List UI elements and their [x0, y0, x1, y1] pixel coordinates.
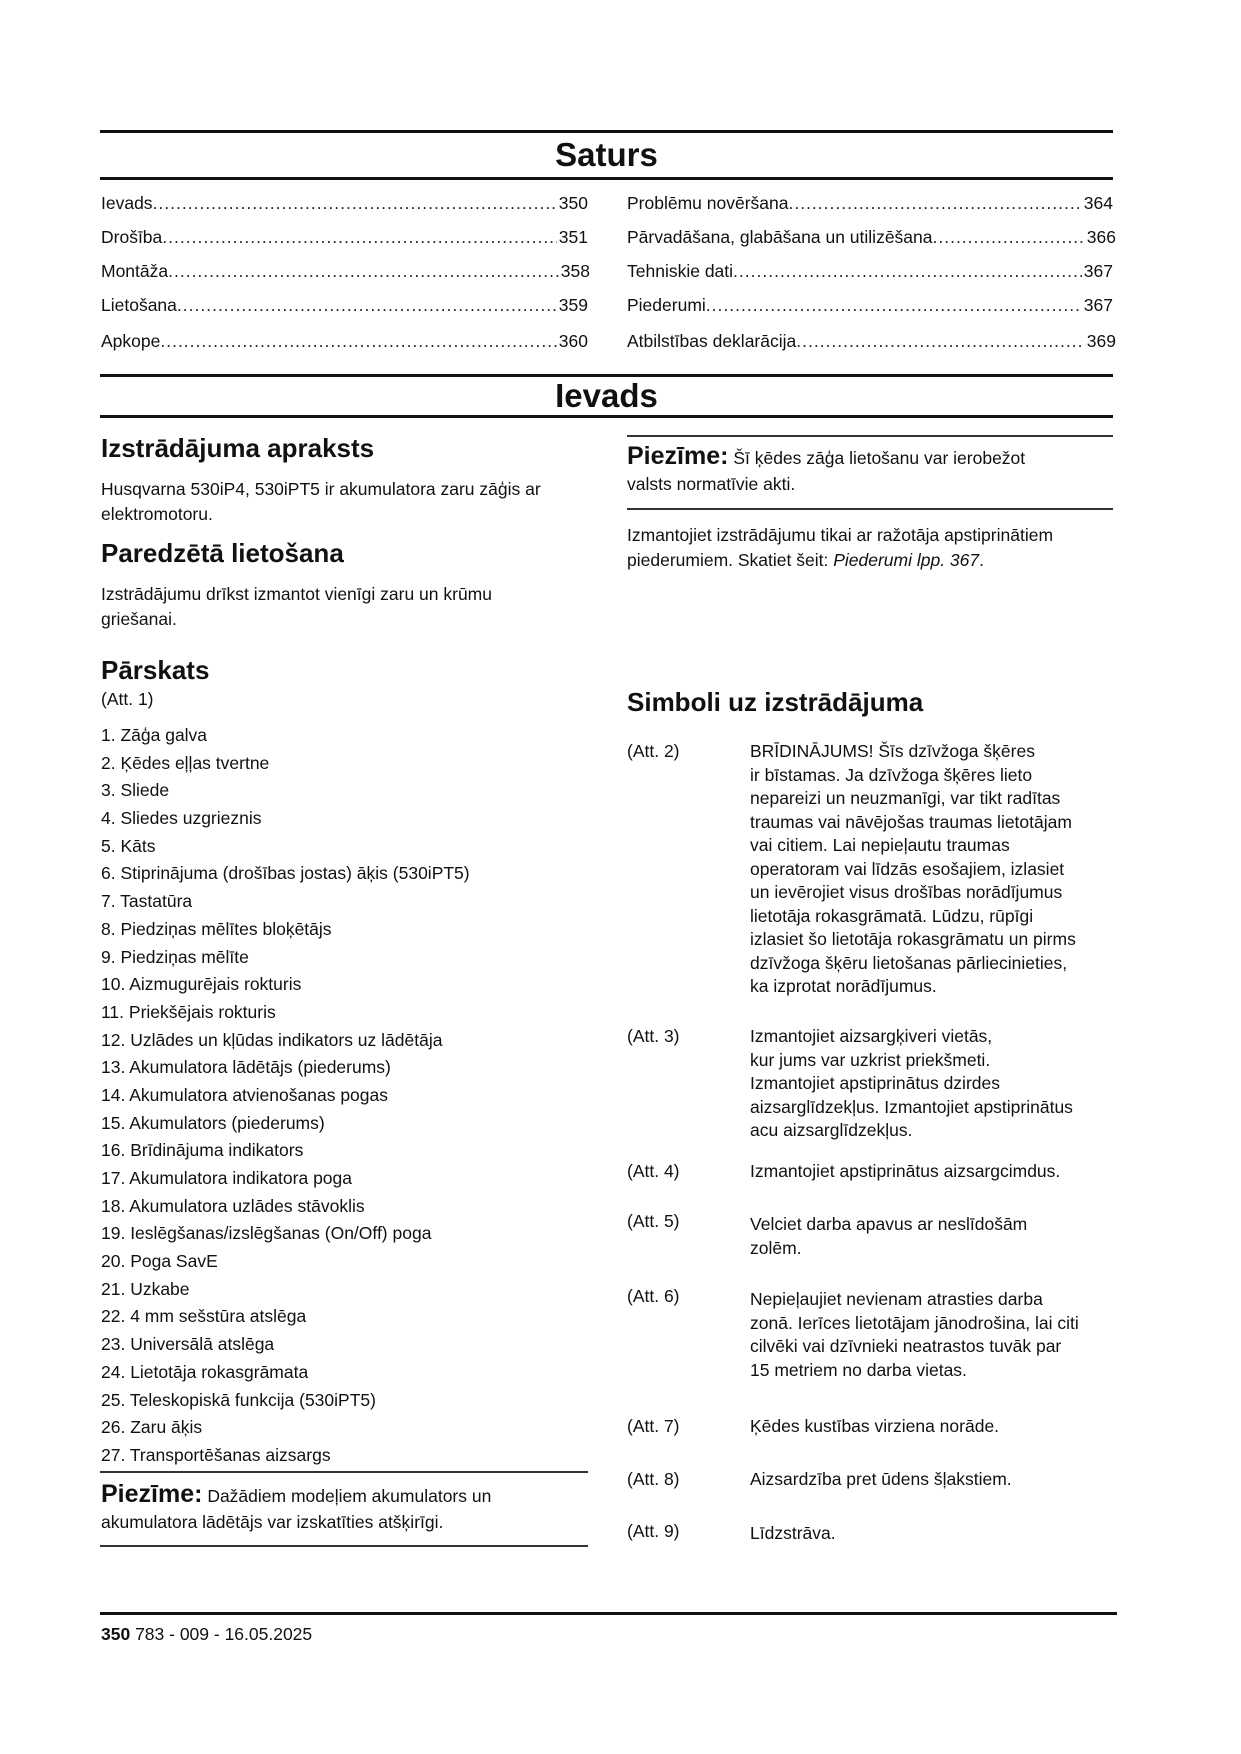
symbol-description-line: cilvēki vai dzīvnieki neatrastos tuvāk par — [750, 1336, 1062, 1356]
symbol-figure-ref: (Att. 9) — [627, 1521, 680, 1541]
intended-use-text: Izstrādājumu drīkst izmantot vienīgi zaru un krūmu griešanai. — [101, 584, 492, 629]
list-item: 14. Akumulatora atvienošanas pogas — [101, 1084, 388, 1105]
toc-entry-label: Lietošana — [101, 295, 177, 315]
list-item: 13. Akumulatora lādētājs (piederums) — [101, 1057, 391, 1078]
symbol-description-line: BRĪDINĀJUMS! Šīs dzīvžoga šķēres — [750, 741, 1035, 761]
list-item: 16. Brīdinājuma indikators — [101, 1140, 304, 1161]
page-footer — [101, 1623, 312, 1645]
toc-leader — [733, 260, 1082, 282]
product-description-heading: Izstrādājuma apraksts — [101, 433, 375, 463]
section-title: Ievads — [555, 377, 658, 414]
list-item: 26. Zaru āķis — [101, 1417, 203, 1438]
symbol-description-line: ka izprotat norādījumus. — [750, 976, 937, 996]
toc-top-rule — [100, 130, 1113, 133]
symbol-description — [750, 1025, 1120, 1143]
symbol-description — [750, 1415, 1120, 1439]
note-text — [627, 443, 1113, 497]
symbol-description-line: nepareizi un neuzmanīgi, var tikt radītas — [750, 788, 1061, 808]
symbol-description-line: Ķēdes kustības virziena norāde. — [750, 1416, 1000, 1436]
symbol-description-line: lietotāja rokasgrāmatā. Lūdzu, rūpīgi — [750, 905, 1034, 926]
symbol-figure-ref: (Att. 7) — [627, 1416, 680, 1436]
document-info: 783 - 009 - 16.05.2025 — [130, 1624, 313, 1644]
toc-entry-label: Problēmu novēršana — [627, 193, 789, 213]
toc-title: Saturs — [555, 136, 658, 173]
note-label: Piezīme: — [101, 1480, 203, 1508]
symbol-description — [750, 1288, 1120, 1382]
symbol-description-line: ir bīstamas. Ja dzīvžoga šķēres lieto — [750, 764, 1033, 785]
symbol-figure-ref: (Att. 6) — [627, 1286, 680, 1306]
toc-leader — [788, 192, 1081, 214]
list-item: 23. Universālā atslēga — [101, 1334, 275, 1355]
note-top-rule — [627, 435, 1113, 437]
symbol-description — [750, 1468, 1120, 1492]
symbol-description — [750, 1522, 1120, 1546]
accessories-text-suffix: . — [979, 550, 984, 570]
toc-entry-label: Ievads — [101, 193, 153, 213]
list-item: 15. Akumulators (piederums) — [101, 1112, 325, 1133]
toc-leader — [153, 192, 557, 214]
page-number: 350 — [101, 1624, 131, 1644]
list-item: 10. Aizmugurējais rokturis — [101, 974, 302, 995]
list-item: 27. Transportēšanas aizsargs — [101, 1444, 331, 1465]
toc-entry-page: 358 — [560, 261, 590, 281]
toc-bottom-rule — [100, 177, 1113, 180]
list-item: 7. Tastatūra — [101, 891, 193, 912]
toc-entry-page: 359 — [558, 295, 588, 315]
section-bottom-rule — [100, 415, 1113, 418]
symbol-description-line: dzīvžoga šķēru lietošanas pārliecinieties, — [750, 952, 1068, 973]
toc-entry-label: Piederumi — [627, 295, 706, 315]
toc-entry-atbilstibas-deklaracija[interactable] — [627, 330, 1116, 352]
note-label: Piezīme: — [627, 442, 729, 470]
toc-entry-label: Apkope — [101, 331, 161, 351]
toc-entry-page: 364 — [1083, 193, 1113, 213]
note-text-line2: valsts normatīvie akti. — [627, 474, 796, 494]
overview-parts-list — [101, 722, 470, 1470]
list-item: 1. Zāģa galva — [101, 725, 208, 745]
toc-entry-page: 367 — [1083, 261, 1113, 281]
list-item: 17. Akumulatora indikatora poga — [101, 1168, 352, 1188]
list-item: 11. Priekšējais rokturis — [101, 1001, 276, 1022]
symbol-figure-ref: (Att. 5) — [627, 1211, 680, 1231]
toc-entry-parvadasana[interactable] — [627, 226, 1116, 248]
note-text-line1: Šī ķēdes zāģa lietošanu var ierobežot — [733, 448, 1026, 468]
symbol-description-line: operatoram vai līdzās esošajiem, izlasiet — [750, 858, 1065, 879]
toc-leader — [796, 330, 1085, 352]
list-item: 18. Akumulatora uzlādes stāvoklis — [101, 1195, 365, 1216]
toc-entry-page: 366 — [1086, 227, 1116, 247]
list-item: 9. Piedziņas mēlīte — [101, 946, 249, 967]
accessories-text — [627, 523, 1113, 573]
note-top-rule — [100, 1471, 588, 1473]
toc-entry-page: 360 — [558, 331, 588, 351]
accessories-text-line1: Izmantojiet izstrādājumu tikai ar ražotāja apstiprinātiem — [627, 525, 1054, 545]
list-item: 2. Ķēdes eļļas tvertne — [101, 752, 270, 773]
toc-entry-piederumi[interactable] — [627, 294, 1113, 316]
list-item: 4. Sliedes uzgrieznis — [101, 808, 262, 829]
symbol-description-line: Aizsardzība pret ūdens šļakstiem. — [750, 1469, 1012, 1489]
list-item: 22. 4 mm sešstūra atslēga — [101, 1306, 307, 1327]
symbol-description-line: Izmantojiet aizsargķiveri vietās, — [750, 1026, 993, 1046]
list-item: 5. Kāts — [101, 835, 156, 856]
symbol-description-line: Velciet darba apavus ar neslīdošām — [750, 1214, 1028, 1234]
toc-entry-page: 369 — [1086, 331, 1116, 351]
toc-entry-tehniskie-dati[interactable] — [627, 260, 1113, 282]
symbol-description-line: zolēm. — [750, 1237, 802, 1258]
list-item: 3. Sliede — [101, 780, 170, 801]
toc-entry-label: Drošība — [101, 227, 163, 247]
toc-entry-page: 367 — [1083, 295, 1113, 315]
toc-entry-problemu-noversana[interactable] — [627, 192, 1113, 214]
symbol-description — [750, 1213, 1120, 1260]
accessories-text-prefix: piederumiem. Skatiet šeit: — [627, 550, 834, 570]
symbol-figure-ref: (Att. 3) — [627, 1026, 680, 1046]
list-item: 20. Poga SavE — [101, 1251, 218, 1272]
toc-leader — [162, 226, 557, 248]
symbol-description-line: Izmantojiet apstiprinātus aizsargcimdus. — [750, 1161, 1061, 1181]
symbol-description-line: vai citiem. Lai nepieļautu traumas — [750, 835, 1010, 855]
symbol-description-line: izlasiet šo lietotāja rokasgrāmatu un pirms — [750, 929, 1076, 949]
symbol-figure-ref: (Att. 2) — [627, 741, 680, 761]
toc-leader — [933, 226, 1085, 248]
list-item: 6. Stiprinājuma (drošības jostas) āķis (530iPT5) — [101, 863, 470, 884]
symbols-heading: Simboli uz izstrādājuma — [627, 687, 924, 717]
list-item: 25. Teleskopiskā funkcija (530iPT5) — [101, 1389, 376, 1410]
symbol-description-line: Nepieļaujiet nevienam atrasties darba — [750, 1289, 1043, 1309]
list-item: 8. Piedziņas mēlītes bloķētājs — [101, 918, 332, 939]
toc-entry-lietosana[interactable] — [101, 294, 588, 316]
note-text-line1: Dažādiem modeļiem akumulators un — [207, 1486, 492, 1506]
toc-entry-label: Atbilstības deklarācija — [627, 331, 797, 351]
symbol-description-line: traumas vai nāvējošas traumas lietotājam — [750, 811, 1072, 832]
toc-entry-label: Montāža — [101, 261, 169, 281]
toc-leader — [177, 294, 557, 316]
toc-entry-page: 350 — [558, 193, 588, 213]
list-item: 24. Lietotāja rokasgrāmata — [101, 1361, 309, 1382]
footer-rule — [100, 1612, 1117, 1615]
symbol-description-line: zonā. Ierīces lietotājam jānodrošina, lai citi — [750, 1312, 1079, 1333]
toc-entry-ievads[interactable] — [101, 192, 588, 214]
symbol-description-line: un ievērojiet visus drošības norādījumus — [750, 882, 1063, 902]
symbol-description-line: aizsarglīdzekļus. Izmantojiet apstiprinātus — [750, 1096, 1073, 1117]
toc-entry-drosiba[interactable] — [101, 226, 588, 248]
note-bottom-rule — [627, 508, 1113, 510]
toc-leader — [168, 260, 559, 282]
list-item: 12. Uzlādes un kļūdas indikators uz lādētāja — [101, 1029, 443, 1050]
list-item: 21. Uzkabe — [101, 1278, 190, 1299]
toc-entry-apkope[interactable] — [101, 330, 588, 352]
toc-entry-label: Pārvadāšana, glabāšana un utilizēšana — [627, 227, 933, 247]
toc-leader — [706, 294, 1082, 316]
toc-entry-label: Tehniskie dati — [627, 261, 734, 281]
symbol-description-line: kur jums var uzkrist priekšmeti. — [750, 1049, 991, 1070]
overview-figure-ref: (Att. 1) — [101, 689, 154, 709]
symbol-description-line: Līdzstrāva. — [750, 1523, 836, 1543]
note-bottom-rule — [100, 1545, 588, 1547]
list-item: 19. Ieslēgšanas/izslēgšanas (On/Off) poga — [101, 1223, 432, 1244]
toc-leader — [160, 330, 556, 352]
symbol-figure-ref: (Att. 8) — [627, 1469, 680, 1489]
note-text-line2: akumulatora lādētājs var izskatīties atšķirīgi. — [101, 1512, 444, 1532]
symbol-description-line: Izmantojiet apstiprinātus dzirdes — [750, 1073, 1000, 1093]
accessories-page-link[interactable]: Piederumi lpp. 367 — [833, 550, 980, 570]
symbol-description-line: 15 metriem no darba vietas. — [750, 1359, 967, 1380]
symbol-figure-ref: (Att. 4) — [627, 1161, 680, 1181]
symbol-description-line: acu aizsarglīdzekļus. — [750, 1120, 913, 1140]
toc-entry-page: 351 — [558, 227, 588, 247]
overview-heading: Pārskats — [101, 655, 210, 685]
note-text — [101, 1481, 588, 1535]
toc-entry-montaza[interactable] — [101, 260, 590, 282]
intended-use-heading: Paredzētā lietošana — [101, 538, 344, 568]
symbol-description — [750, 740, 1120, 999]
symbol-description — [750, 1160, 1120, 1184]
product-description-text: Husqvarna 530iP4, 530iPT5 ir akumulatora zaru zāģis ar elektromotoru. — [101, 479, 541, 524]
